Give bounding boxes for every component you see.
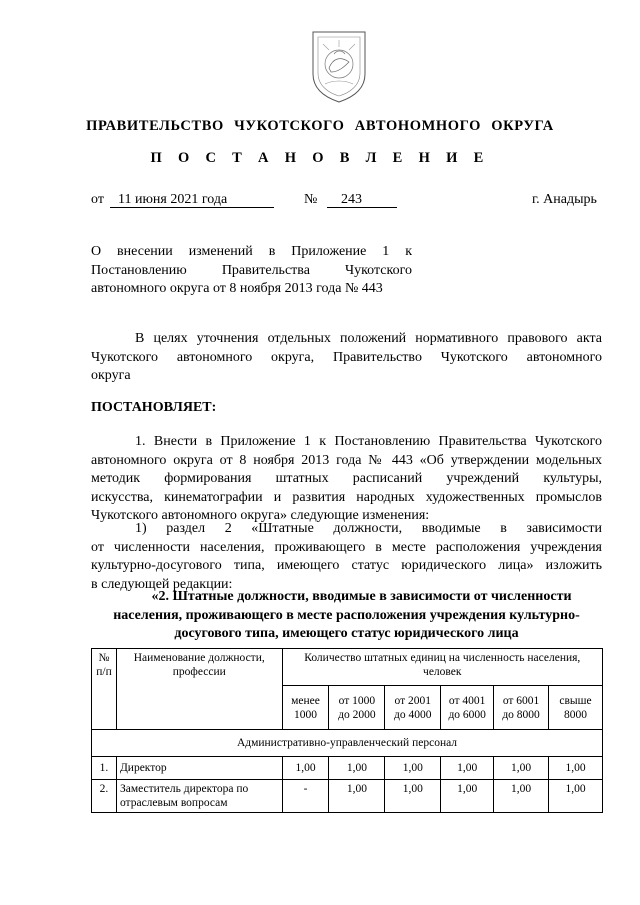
preamble-line: Чукотского автономного округа, Правительство Чукотского автономного <box>91 349 602 365</box>
row-value: 1,00 <box>441 757 494 780</box>
preamble <box>91 330 602 386</box>
item-1-line: искусства, кинематографии и развития народных художественных промыслов <box>91 489 602 505</box>
header-range: от 4001 до 6000 <box>441 686 494 730</box>
subject-line: Постановлению Правительства Чукотского <box>91 262 412 278</box>
header-num: № п/п <box>92 649 117 730</box>
coat-of-arms-emblem <box>309 28 369 104</box>
section-title <box>91 588 602 644</box>
item-1-1-line: 1) раздел 2 «Штатные должности, вводимые в зависимости <box>135 521 602 536</box>
row-num: 2. <box>92 780 117 813</box>
row-value: 1,00 <box>385 780 441 813</box>
subject-line: О внесении изменений в Приложение 1 к <box>91 244 412 259</box>
item-1-line: автономного округа от 8 ноября 2013 года № 443 «Об утверждении модельных <box>91 452 602 468</box>
item-1-1-line: культурно-досугового типа, имеющего статус юридического лица» изложить <box>91 558 602 574</box>
row-value: 1,00 <box>494 757 549 780</box>
document-number <box>327 192 397 208</box>
item-1 <box>91 433 602 526</box>
document-type: П О С Т А Н О В Л Е Н И Е <box>150 150 490 166</box>
document-date <box>110 192 274 208</box>
row-position: Заместитель директора по отраслевым вопросам <box>116 780 282 813</box>
document-subject <box>91 243 412 299</box>
date-prefix: от <box>91 192 104 207</box>
group-label: Административно-управленческий персонал <box>92 730 603 757</box>
header-count: Количество штатных единиц на численность населения, человек <box>282 649 602 686</box>
table-row <box>92 757 603 780</box>
header-range: от 6001 до 8000 <box>494 686 549 730</box>
row-num: 1. <box>92 757 117 780</box>
table-group-row <box>92 730 603 757</box>
row-value: 1,00 <box>282 757 329 780</box>
section-title-line: населения, проживающего в месте расположения учреждения культурно- <box>113 607 580 623</box>
table-header-row <box>92 649 603 686</box>
resolve-heading: ПОСТАНОВЛЯЕТ: <box>91 400 217 415</box>
header-position: Наименование должности, профессии <box>116 649 282 730</box>
row-value: 1,00 <box>329 757 385 780</box>
item-1-1-line: в следующей редакции: <box>91 576 233 592</box>
subject-line: автономного округа от 8 ноября 2013 года № 443 <box>91 281 383 296</box>
row-position: Директор <box>116 757 282 780</box>
header-range: менее 1000 <box>282 686 329 730</box>
item-1-line: методик формирования штатных расписаний учреждений культуры, <box>91 471 602 487</box>
header-range: от 2001 до 4000 <box>385 686 441 730</box>
document-number-value: 243 <box>327 192 397 208</box>
row-value: 1,00 <box>549 757 603 780</box>
row-value: 1,00 <box>549 780 603 813</box>
government-name: ПРАВИТЕЛЬСТВО ЧУКОТСКОГО АВТОНОМНОГО ОКРУГА <box>86 118 554 134</box>
preamble-line: округа <box>91 368 131 384</box>
item-1-line: Чукотского автономного округа» следующие изменения: <box>91 508 430 524</box>
number-prefix: № <box>304 192 318 207</box>
section-title-line: досугового типа, имеющего статус юридического лица <box>174 626 519 642</box>
item-1-1-line: от численности населения, проживающего в месте расположения учреждения <box>91 539 602 555</box>
row-value: 1,00 <box>385 757 441 780</box>
header-range: свыше 8000 <box>549 686 603 730</box>
row-value: - <box>282 780 329 813</box>
table-row <box>92 780 603 813</box>
row-value: 1,00 <box>441 780 494 813</box>
header-range: от 1000 до 2000 <box>329 686 385 730</box>
document-place: г. Анадырь <box>532 192 597 207</box>
staff-table <box>91 648 603 813</box>
preamble-line: В целях уточнения отдельных положений нормативного правового акта <box>135 331 602 346</box>
document-date-value: 11 июня 2021 года <box>110 192 274 208</box>
item-1-line: 1. Внести в Приложение 1 к Постановлению Правительства Чукотского <box>135 434 602 449</box>
item-1-1 <box>91 520 602 594</box>
section-title-line: «2. Штатные должности, вводимые в зависимости от численности <box>151 589 572 604</box>
row-value: 1,00 <box>494 780 549 813</box>
row-value: 1,00 <box>329 780 385 813</box>
